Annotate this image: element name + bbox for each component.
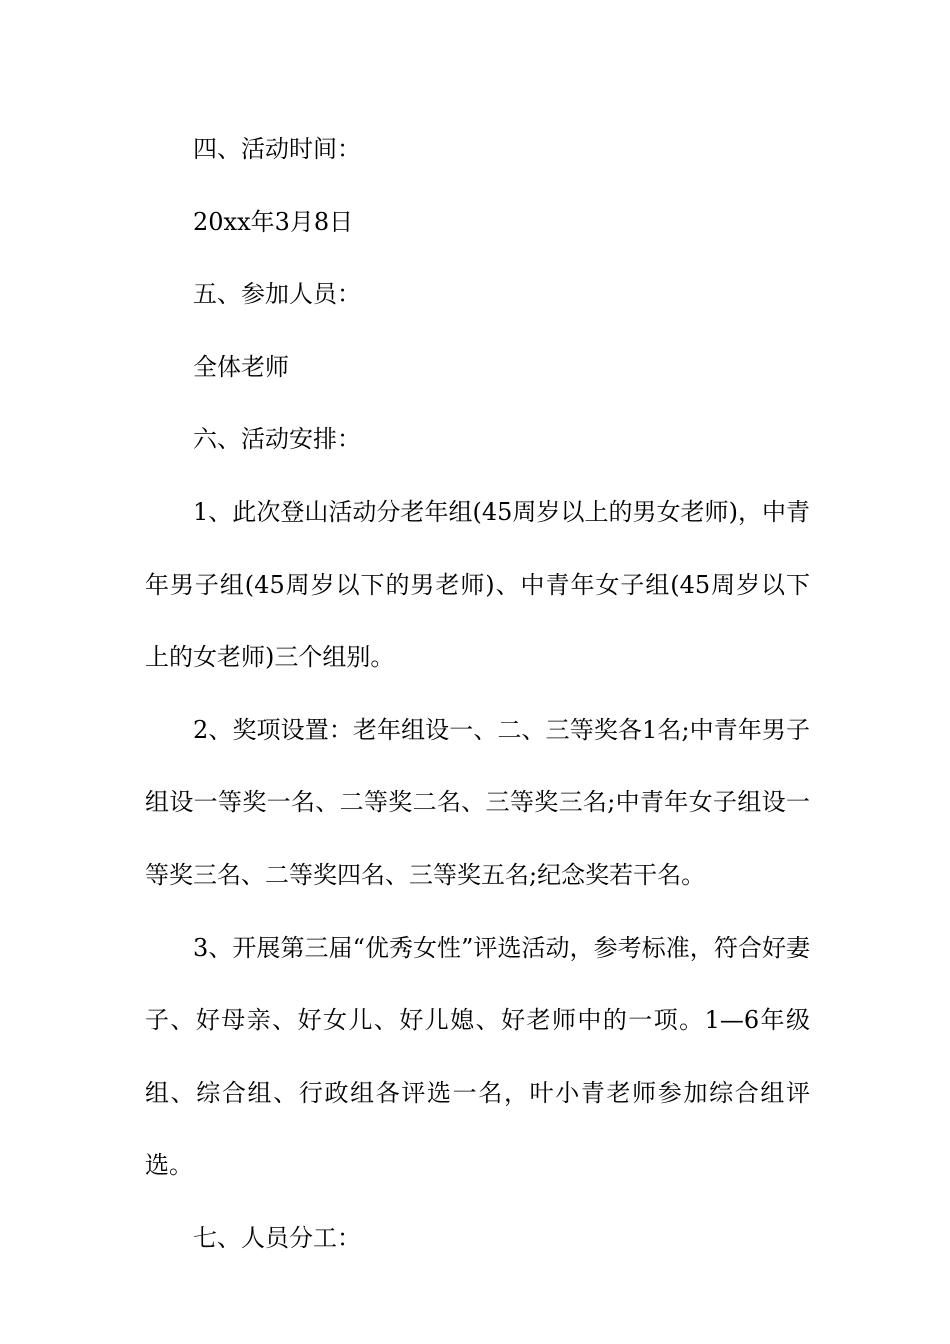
arrangement-item-selection: 3、开展第三届“优秀女性”评选活动，参考标准，符合好妻子、好母亲、好女儿、好儿媳、好老师中的一项。1—6年级组、综合组、行政组各评选一名，叶小青老师参加综合组评选。 bbox=[145, 933, 810, 1180]
participants-text: 全体老师 bbox=[193, 352, 289, 381]
arrangement-item-awards: 2、奖项设置：老年组设一、二、三等奖各1名;中青年男子组设一等奖一名、二等奖二名、三等奖三名;中青年女子组设一等奖三名、二等奖四名、三等奖五名;纪念奖若干名。 bbox=[145, 715, 810, 889]
section-heading-staff-division: 七、人员分工： bbox=[193, 1223, 361, 1252]
activity-date: 20xx年3月8日 bbox=[193, 207, 354, 236]
section-heading-activity-time: 四、活动时间： bbox=[193, 135, 361, 163]
document-body bbox=[145, 113, 810, 1275]
arrangement-item-groups: 1、此次登山活动分老年组(45周岁以上的男女老师)，中青年男子组(45周岁以下的男老师)、中青年女子组(45周岁以下上的女老师)三个组别。 bbox=[145, 497, 810, 672]
section-heading-participants: 五、参加人员： bbox=[193, 280, 361, 309]
section-heading-arrangement: 六、活动安排： bbox=[193, 425, 361, 454]
